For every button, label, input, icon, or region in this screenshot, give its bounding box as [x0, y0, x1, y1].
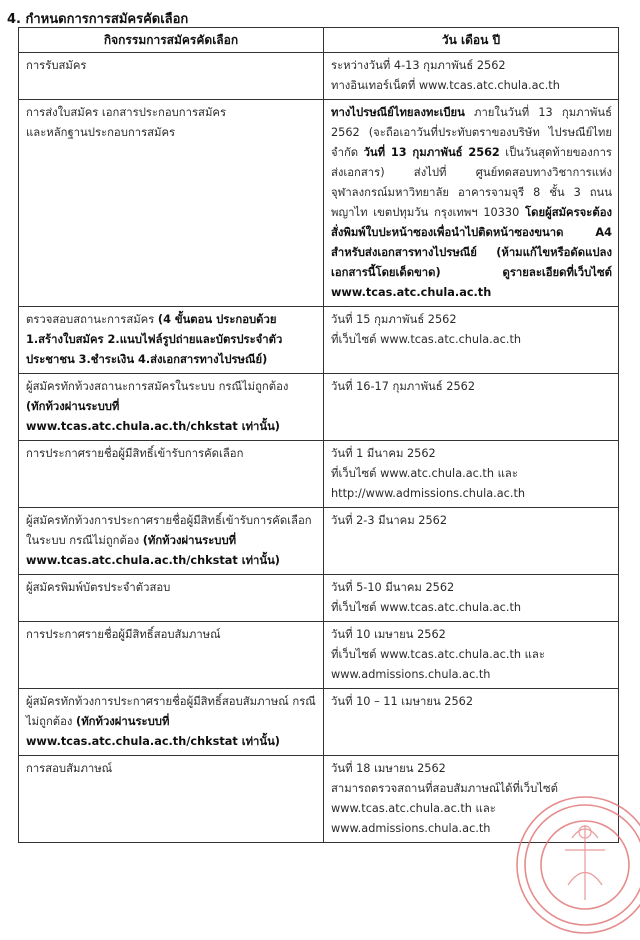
- date-text: วันที่ 5-10 มีนาคม 2562: [331, 581, 455, 594]
- date-cell: [324, 307, 619, 374]
- table-row: [19, 575, 619, 622]
- activity-cell: [19, 575, 324, 622]
- date-text: สามารถตรวจสถานที่สอบสัมภาษณ์ได้ที่เว็บไซต์: [331, 782, 558, 795]
- date-text: วันที่ 10 เมษายน 2562: [331, 628, 446, 641]
- date-text: ที่เว็บไซต์ www.atc.chula.ac.th และ: [331, 467, 518, 480]
- date-text: ที่เว็บไซต์ www.tcas.atc.chula.ac.th: [331, 601, 522, 614]
- activity-note-bold: (ทักท้วงผ่านระบบที่ www.tcas.atc.chula.ac.th/chkstat เท่านั้น): [26, 400, 280, 433]
- date-text: www.tcas.atc.chula.ac.th และ: [331, 802, 496, 815]
- date-text: วันที่ 2-3 มีนาคม 2562: [331, 514, 448, 527]
- table-row: [19, 689, 619, 756]
- table-row: [19, 441, 619, 508]
- section-heading: 4. กำหนดการการสมัครคัดเลือก: [7, 12, 189, 27]
- table-row: [19, 756, 619, 843]
- date-text: เป็นวันสุดท้ายของการส่งเอกสาร) ส่งไปที่ ศูนย์ทดสอบทางวิชาการแห่งจุฬาลงกรณ์มหาวิทยาลัย อาคารจามจุรี 8 ชั้น 3 ถนนพญาไท เขตปทุมวัน กรุงเทพฯ 10330: [331, 146, 612, 219]
- activity-text: ผู้สมัครพิมพ์บัตรประจำตัวสอบ: [26, 581, 171, 594]
- date-note-bold: ทางไปรษณีย์ไทยลงทะเบียน: [331, 106, 465, 119]
- date-cell: [324, 53, 619, 100]
- column-header-date: วัน เดือน ปี: [324, 28, 619, 53]
- activity-text: ผู้สมัครทักท้วงการประกาศรายชื่อผู้มีสิทธิ์เข้ารับการคัดเลือก ในระบบ กรณีไม่ถูกต้อง: [26, 514, 312, 547]
- date-text: ระหว่างวันที่ 4-13 กุมภาพันธ์ 2562: [331, 59, 506, 72]
- date-text: วันที่ 16-17 กุมภาพันธ์ 2562: [331, 380, 476, 393]
- date-text: ภายในวันที่ 13 กุมภาพันธ์ 2562 (จะถือเอาวันที่ประทับตราของบริษัท ไปรษณีย์ไทย จำกัด: [331, 106, 612, 159]
- activity-text: ผู้สมัครทักท้วงการประกาศรายชื่อผู้มีสิทธิ์สอบสัมภาษณ์ กรณีไม่ถูกต้อง: [26, 695, 316, 728]
- table-row: [19, 374, 619, 441]
- date-cell: [324, 622, 619, 689]
- table-row: [19, 53, 619, 100]
- date-cell: [324, 575, 619, 622]
- date-cell: [324, 100, 619, 307]
- activity-text: การรับสมัคร: [26, 59, 87, 72]
- activity-text: และหลักฐานประกอบการสมัคร: [26, 126, 176, 139]
- date-text: www.admissions.chula.ac.th: [331, 668, 491, 681]
- date-cell: [324, 508, 619, 575]
- activity-text: การประกาศรายชื่อผู้มีสิทธิ์สอบสัมภาษณ์: [26, 628, 221, 641]
- activity-note-bold: (ทักท้วงผ่านระบบที่ www.tcas.atc.chula.ac.th/chkstat เท่านั้น): [26, 715, 280, 748]
- date-text: วันที่ 18 เมษายน 2562: [331, 762, 446, 775]
- date-text: วันที่ 1 มีนาคม 2562: [331, 447, 436, 460]
- activity-text: การประกาศรายชื่อผู้มีสิทธิ์เข้ารับการคัดเลือก: [26, 447, 244, 460]
- activity-cell: [19, 756, 324, 843]
- table-row: [19, 307, 619, 374]
- activity-text: การส่งใบสมัคร เอกสารประกอบการสมัคร: [26, 106, 227, 119]
- table-row: [19, 622, 619, 689]
- activity-note-bold: (ทักท้วงผ่านระบบที่ www.tcas.atc.chula.ac.th/chkstat เท่านั้น): [26, 534, 280, 567]
- table-row: [19, 508, 619, 575]
- activity-text: ผู้สมัครทักท้วงสถานะการสมัครในระบบ กรณีไม่ถูกต้อง: [26, 380, 289, 393]
- date-text: ที่เว็บไซต์ www.tcas.atc.chula.ac.th และ: [331, 648, 545, 661]
- date-cell: [324, 441, 619, 508]
- table-row: [19, 100, 619, 307]
- date-cell: [324, 756, 619, 843]
- activity-cell: [19, 307, 324, 374]
- date-text: www.admissions.chula.ac.th: [331, 822, 491, 835]
- schedule-table: [18, 27, 619, 843]
- date-cell: [324, 689, 619, 756]
- date-text: ที่เว็บไซต์ www.tcas.atc.chula.ac.th: [331, 333, 522, 346]
- activity-cell: [19, 622, 324, 689]
- activity-text: ตรวจสอบสถานะการสมัคร: [26, 313, 158, 326]
- table-header-row: [19, 28, 619, 53]
- date-text: วันที่ 15 กุมภาพันธ์ 2562: [331, 313, 457, 326]
- date-note-bold: โดยผู้สมัครจะต้องสั่งพิมพ์ใบปะหน้าซองเพื่อนำไปติดหน้าซองขนาด A4 สำหรับส่งเอกสารทางไปรษณีย์ (ห้ามแก้ไขหรือดัดแปลงเอกสารนี้โดยเด็ดขาด) ดูรายละเอียดที่เว็บไซต์ www.tcas.atc.chula.ac.th: [331, 206, 612, 299]
- column-header-activity: กิจกรรมการสมัครคัดเลือก: [19, 28, 324, 53]
- activity-cell: [19, 100, 324, 307]
- activity-text: การสอบสัมภาษณ์: [26, 762, 113, 775]
- date-text: http://www.admissions.chula.ac.th: [331, 487, 526, 500]
- activity-cell: [19, 689, 324, 756]
- activity-cell: [19, 374, 324, 441]
- activity-cell: [19, 508, 324, 575]
- date-cell: [324, 374, 619, 441]
- date-text: ทางอินเทอร์เน็ตที่ www.tcas.atc.chula.ac.th: [331, 79, 560, 92]
- date-text: วันที่ 10 – 11 เมษายน 2562: [331, 695, 474, 708]
- activity-cell: [19, 441, 324, 508]
- activity-cell: [19, 53, 324, 100]
- date-note-bold: วันที่ 13 กุมภาพันธ์ 2562: [363, 146, 500, 159]
- activity-note-bold: (4 ขั้นตอน ประกอบด้วย 1.สร้างใบสมัคร 2.แนบไฟล์รูปถ่ายและบัตรประจำตัวประชาชน 3.ชำระเงิน 4.ส่งเอกสารทางไปรษณีย์): [26, 313, 283, 366]
